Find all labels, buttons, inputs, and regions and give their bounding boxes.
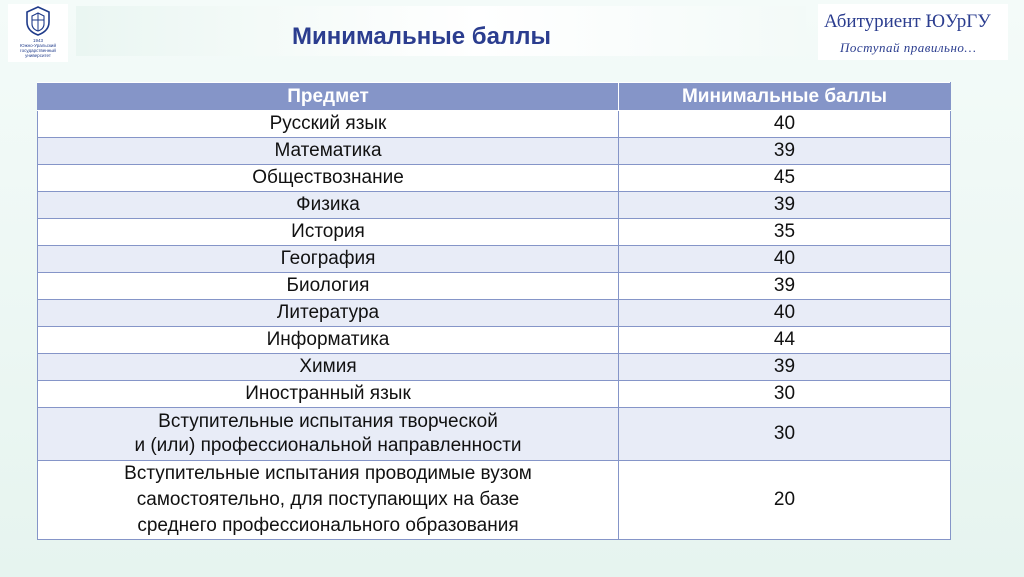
- subject-line: Химия: [299, 356, 357, 377]
- subject-line: Биология: [286, 275, 370, 296]
- subject-cell: [38, 381, 619, 408]
- table-row: [38, 354, 951, 381]
- min-score-cell: 44: [619, 327, 951, 354]
- subject-line: География: [280, 248, 376, 269]
- min-score-cell: 40: [619, 111, 951, 138]
- min-score-cell: 39: [619, 138, 951, 165]
- university-logo-text: [8, 38, 68, 58]
- table-row: [38, 273, 951, 300]
- subject-cell: [38, 246, 619, 273]
- min-score-cell: 39: [619, 273, 951, 300]
- subject-cell: [38, 138, 619, 165]
- brand-logo: [818, 4, 1008, 60]
- table-header-row: [38, 83, 951, 111]
- table-row: [38, 327, 951, 354]
- brand-name: Абитуриент ЮУрГУ: [824, 11, 991, 32]
- column-header-min-score: Минимальные баллы: [619, 83, 951, 111]
- table-row: [38, 165, 951, 192]
- table-row: [38, 381, 951, 408]
- subject-line: среднего профессионального образования: [137, 515, 519, 536]
- subject-cell: [38, 165, 619, 192]
- subject-cell: [38, 273, 619, 300]
- table-row: [38, 246, 951, 273]
- subject-line: Вступительные испытания проводимые вузом: [124, 463, 532, 484]
- subject-line: Русский язык: [269, 113, 387, 134]
- subject-line: Вступительные испытания творческой: [158, 411, 498, 432]
- subject-cell: [38, 461, 619, 540]
- column-header-subject: Предмет: [38, 83, 619, 111]
- subject-line: Иностранный язык: [245, 383, 411, 404]
- university-emblem-icon: [21, 4, 55, 38]
- min-score-cell: 35: [619, 219, 951, 246]
- subject-line: и (или) профессиональной направленности: [134, 435, 522, 456]
- min-scores-table: [37, 82, 951, 540]
- table-row: [38, 192, 951, 219]
- table-row: [38, 300, 951, 327]
- subject-cell: [38, 327, 619, 354]
- subject-line: Математика: [274, 140, 382, 161]
- subject-cell: [38, 354, 619, 381]
- brand-slogan: Поступай правильно…: [840, 40, 977, 55]
- subject-line: Литература: [276, 302, 380, 323]
- subject-line: самостоятельно, для поступающих на базе: [136, 489, 520, 510]
- min-score-cell: 30: [619, 381, 951, 408]
- subject-cell: [38, 219, 619, 246]
- logo-line-2: государственный: [20, 48, 56, 53]
- min-score-cell: 39: [619, 354, 951, 381]
- min-score-cell: 40: [619, 300, 951, 327]
- subject-line: Обществознание: [252, 167, 404, 188]
- subject-line: Физика: [296, 194, 360, 215]
- min-score-cell: 40: [619, 246, 951, 273]
- subject-line: Информатика: [266, 329, 390, 350]
- logo-line-3: университет: [25, 53, 51, 58]
- logo-line-1: Южно-Уральский: [20, 43, 56, 48]
- subject-cell: [38, 192, 619, 219]
- min-score-cell: 45: [619, 165, 951, 192]
- subject-line: История: [291, 221, 365, 242]
- min-score-cell: 30: [619, 408, 951, 461]
- subject-cell: [38, 300, 619, 327]
- page-title: Минимальные баллы: [292, 23, 551, 50]
- table-row: [38, 138, 951, 165]
- table-row: [38, 461, 951, 540]
- table-row: [38, 219, 951, 246]
- min-score-cell: 20: [619, 461, 951, 540]
- subject-cell: [38, 111, 619, 138]
- table-body: [38, 111, 951, 540]
- table-row: [38, 408, 951, 461]
- logo-year: 1943: [32, 38, 43, 43]
- subject-cell: [38, 408, 619, 461]
- min-score-cell: 39: [619, 192, 951, 219]
- table-row: [38, 111, 951, 138]
- university-logo: [8, 4, 68, 62]
